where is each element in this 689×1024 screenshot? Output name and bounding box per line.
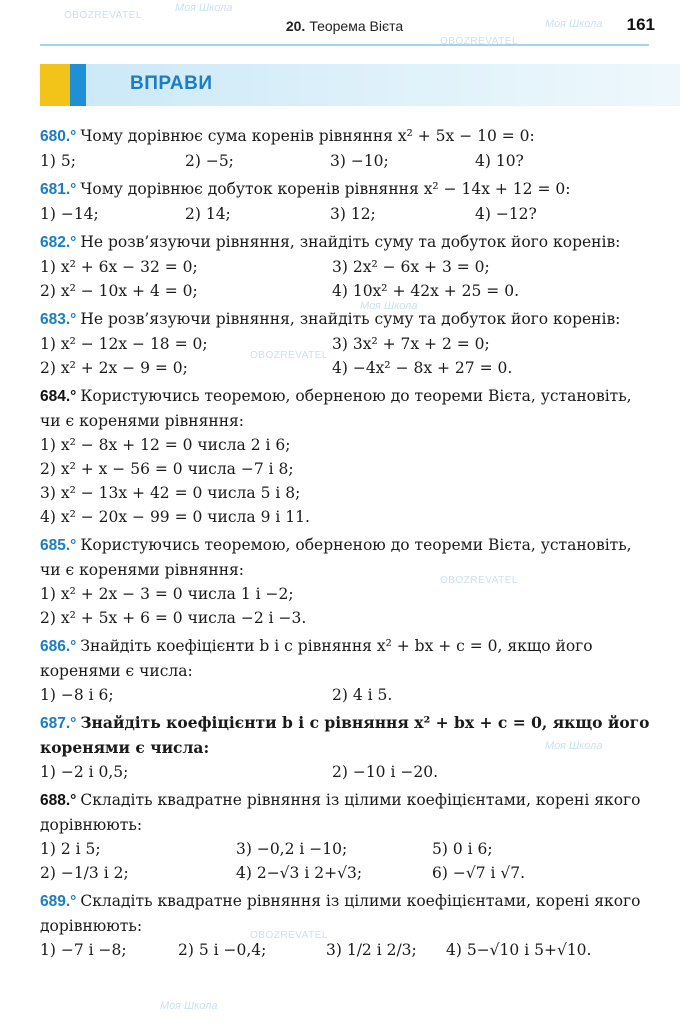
exercise-options — [40, 683, 652, 707]
section-title: ВПРАВИ — [130, 73, 213, 94]
option: 1) 2 і 5; — [40, 840, 101, 858]
option: 2) 5 і −0,4; — [178, 941, 267, 959]
option: 1) −7 і −8; — [40, 941, 127, 959]
exercise-number: 680.° — [40, 128, 77, 145]
watermark-brand: OBOZREVATEL — [250, 930, 328, 941]
watermark-school: Моя Школа — [160, 1000, 218, 1012]
option: 2) x² + 5x + 6 = 0 числа −2 і −3. — [40, 609, 307, 627]
option: 2) −1/3 і 2; — [40, 864, 129, 882]
option: 1) x² − 12x − 18 = 0; — [40, 335, 208, 353]
exercise-text: Чому дорівнює сума коренів рівняння x² + 5x − 10 = 0: — [80, 127, 535, 145]
exercise-options — [40, 356, 652, 380]
exercise-683 — [40, 307, 652, 380]
option: 3) −10; — [330, 152, 389, 170]
watermark-school: Моя Школа — [175, 2, 233, 14]
option: 4) 10? — [475, 152, 524, 170]
option: 1) x² − 8x + 12 = 0 числа 2 і 6; — [40, 436, 291, 454]
watermark-school: Моя Школа — [545, 18, 603, 30]
option: 1) x² + 2x − 3 = 0 числа 1 і −2; — [40, 585, 294, 603]
option: 1) −8 і 6; — [40, 686, 114, 704]
watermark-brand: OBOZREVATEL — [250, 350, 328, 361]
exercise-options — [40, 760, 652, 784]
option: 1) x² + 6x − 32 = 0; — [40, 258, 198, 276]
exercise-681 — [40, 177, 652, 226]
exercise-682 — [40, 230, 652, 303]
watermark-brand: OBOZREVATEL — [64, 10, 142, 21]
option: 4) 10x² + 42x + 25 = 0. — [332, 282, 520, 300]
option: 2) x² + x − 56 = 0 числа −7 і 8; — [40, 460, 294, 478]
exercise-number: 681.° — [40, 181, 77, 198]
exercise-684 — [40, 384, 652, 529]
exercise-options — [40, 837, 652, 861]
option: 5) 0 і 6; — [432, 840, 493, 858]
option: 2) x² + 2x − 9 = 0; — [40, 359, 188, 377]
chapter-number: 20. — [285, 18, 306, 34]
option: 2) −5; — [185, 152, 234, 170]
watermark-school: Моя Школа — [545, 740, 603, 752]
exercise-text: Не розв’язуючи рівняння, знайдіть суму та добуток його коренів: — [80, 233, 621, 251]
chapter-title: Теорема Вієта — [309, 18, 404, 34]
exercise-options — [40, 255, 652, 279]
page-header — [40, 14, 655, 46]
exercise-number: 688.° — [40, 792, 77, 809]
option: 4) −12? — [475, 205, 537, 223]
exercise-text: Складіть квадратне рівняння із цілими коефіцієнтами, корені якого дорівнюють: — [40, 791, 641, 834]
exercise-number: 683.° — [40, 311, 77, 328]
exercise-options — [40, 202, 652, 226]
exercises-list — [40, 124, 652, 966]
banner-yellow-stripe — [40, 64, 70, 106]
option: 4) 2−√3 і 2+√3; — [236, 864, 363, 882]
exercise-688 — [40, 788, 652, 885]
exercise-689 — [40, 889, 652, 962]
exercise-number: 687.° — [40, 715, 77, 732]
exercise-680 — [40, 124, 652, 173]
option: 6) −√7 і √7. — [432, 864, 526, 882]
exercise-685 — [40, 533, 652, 630]
exercise-text: Користуючись теоремою, оберненою до теореми Вієта, установіть, чи є коренями рівняння: — [40, 387, 632, 430]
option: 4) −4x² − 8x + 27 = 0. — [332, 359, 513, 377]
exercise-options — [40, 279, 652, 303]
option: 3) 12; — [330, 205, 376, 223]
exercise-text: Не розв’язуючи рівняння, знайдіть суму та добуток його коренів: — [80, 310, 621, 328]
option: 2) 4 і 5. — [332, 686, 393, 704]
option: 4) x² − 20x − 99 = 0 числа 9 і 11. — [40, 508, 310, 526]
option: 1) −14; — [40, 205, 99, 223]
exercise-text: Чому дорівнює добуток коренів рівняння x² − 14x + 12 = 0: — [80, 180, 571, 198]
watermark-school: Моя Школа — [360, 300, 418, 312]
banner-blue-stripe — [70, 64, 86, 106]
option: 2) −10 і −20. — [332, 763, 438, 781]
exercise-text: Знайдіть коефіцієнти b і c рівняння x² + bx + c = 0, якщо його коренями є числа: — [40, 637, 593, 680]
option: 2) x² − 10x + 4 = 0; — [40, 282, 198, 300]
exercise-options — [40, 149, 652, 173]
exercise-686 — [40, 634, 652, 707]
exercise-text: Складіть квадратне рівняння із цілими коефіцієнтами, корені якого дорівнюють: — [40, 892, 641, 935]
option: 1) −2 і 0,5; — [40, 763, 129, 781]
watermark-brand: OBOZREVATEL — [440, 36, 518, 47]
exercise-number: 684.° — [40, 388, 77, 405]
exercise-options — [40, 332, 652, 356]
exercise-number: 685.° — [40, 537, 77, 554]
exercise-number: 686.° — [40, 638, 77, 655]
exercise-number: 689.° — [40, 893, 77, 910]
exercise-687 — [40, 711, 652, 784]
exercise-text: Користуючись теоремою, оберненою до теореми Вієта, установіть, чи є коренями рівняння: — [40, 536, 632, 579]
option: 2) 14; — [185, 205, 231, 223]
watermark-brand: OBOZREVATEL — [440, 575, 518, 586]
option: 4) 5−√10 і 5+√10. — [446, 941, 592, 959]
option: 3) 3x² + 7x + 2 = 0; — [332, 335, 490, 353]
exercise-text: Знайдіть коефіцієнти b і c рівняння x² + bx + c = 0, якщо його коренями є числа: — [40, 713, 650, 757]
exercise-options — [40, 861, 652, 885]
option: 3) 2x² − 6x + 3 = 0; — [332, 258, 490, 276]
option: 3) 1/2 і 2/3; — [326, 941, 417, 959]
exercise-number: 682.° — [40, 234, 77, 251]
option: 1) 5; — [40, 152, 76, 170]
chapter-heading — [40, 18, 649, 34]
option: 3) −0,2 і −10; — [236, 840, 348, 858]
option: 3) x² − 13x + 42 = 0 числа 5 і 8; — [40, 484, 301, 502]
exercise-options — [40, 938, 652, 962]
page-number: 161 — [626, 15, 655, 34]
section-banner — [40, 64, 680, 106]
